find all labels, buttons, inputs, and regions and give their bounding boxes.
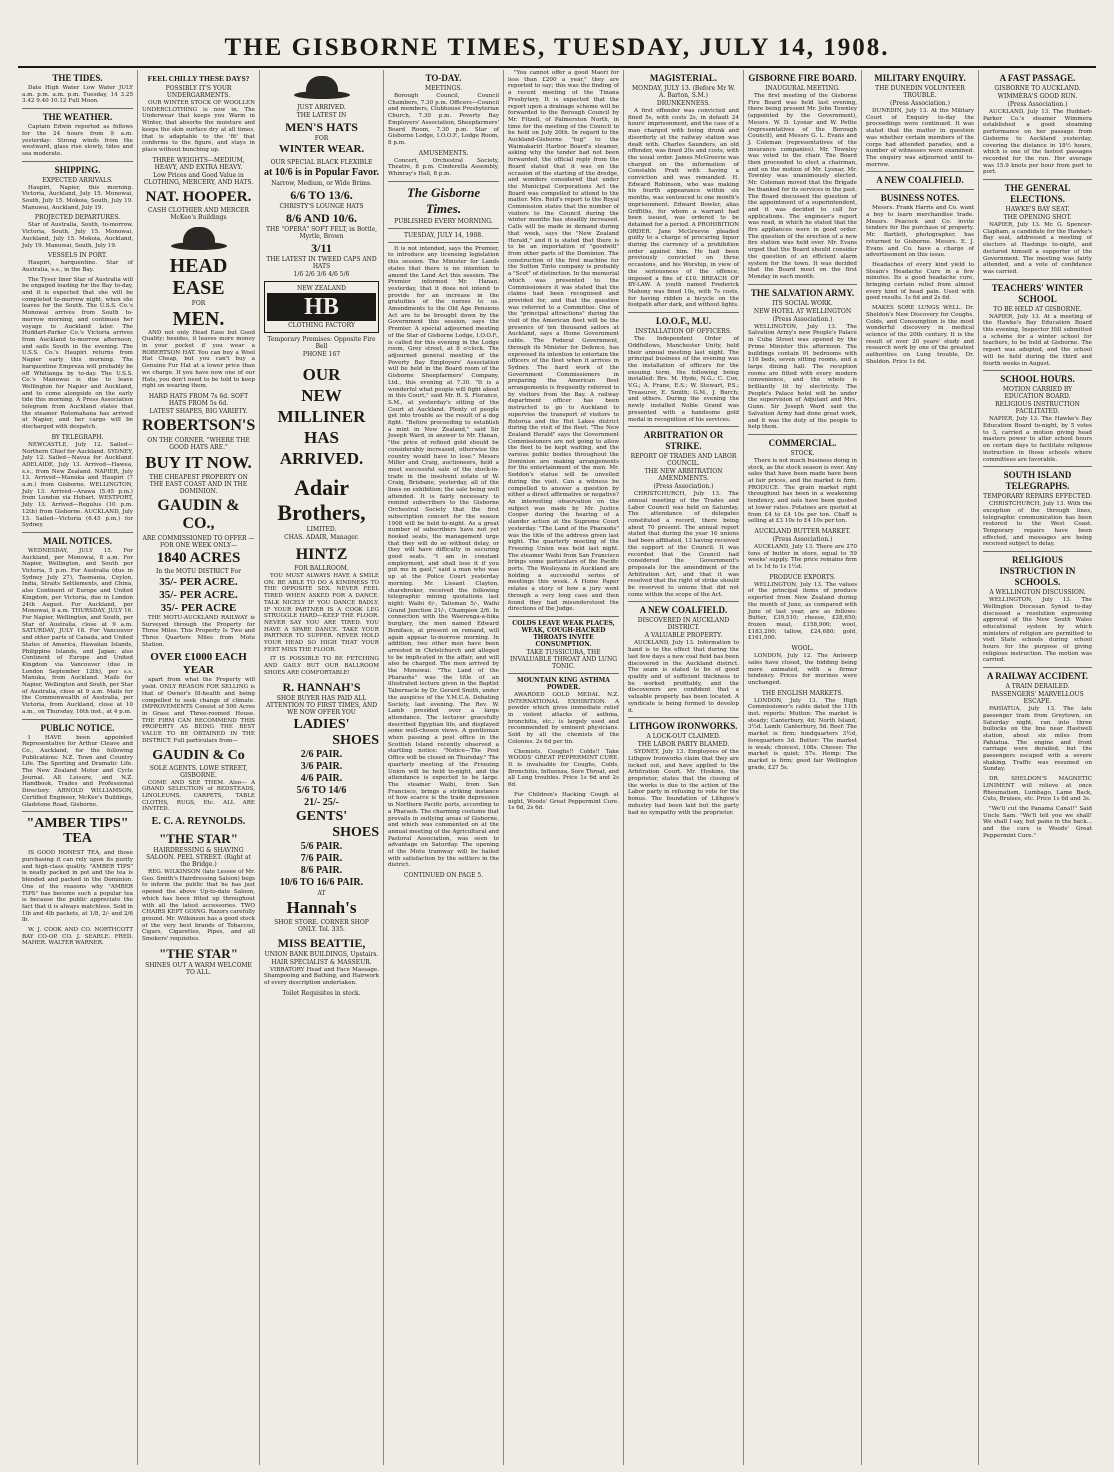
text-amber-tips: IS GOOD HONEST TEA, and those purchasing it can rely upon its purity and high-class quality. "AMBER TIPS" is neatly packed in pot and the tea is blended and packed in the Dominion. One of the reasons why "AMBER TIPS" has become such a popular tea is because the public appreciate the fact that it is always matchless. Sold in 1lb and 4lb packets, at 1/8, 2/- and 2/6 lb. xyxy=(22,850,133,924)
ad-reynolds: E. C. A. REYNOLDS. xyxy=(151,816,246,828)
text-phone: PHONE 167 xyxy=(302,351,341,358)
subheading-stock: STOCK. xyxy=(790,449,815,457)
ad-gaudin: GAUDIN & CO., xyxy=(157,496,240,532)
subheading-amendments: THE NEW ARBITRATION AMENDMENTS. xyxy=(644,468,723,483)
subheading-social-work: ITS SOCIAL WORK. xyxy=(772,299,833,307)
heading-public-notice: PUBLIC NOTICE. xyxy=(40,722,115,733)
masthead xyxy=(18,34,1096,68)
divider xyxy=(22,161,133,162)
subheading-date: MONDAY, JULY 13. (Before Mr W. A. Barton, S.M.) xyxy=(632,85,735,99)
text-wool: LONDON, July 12. The Antwerp sales have closed, the bidding being more animated, with a firmer tendency. Prices for merinos were unchanged. xyxy=(748,653,857,686)
price-tweed-caps: 1/6 2/6 3/6 4/6 5/6 xyxy=(293,271,350,278)
subheading-discovered: DISCOVERED IN AUCKLAND DISTRICT. xyxy=(637,617,730,632)
text-telegraph: NEWCASTLE, July 12. Sailed—Northern Chief for Auckland. SYDNEY, July 12. Sailed—Navua for Auckland. ADELAIDE, July 13. Arrived—Hawea, s.s., from New Zealand. NAPIER, July 13. Arrived—Manuka and Haupiri (7 a.m.) from Gisborne. WELLINGTON, July 13. Arrived—Arawa (5.45 p.m.) from London via Hobart. WESTPORT, July 13. Arrived—Regulus (10 p.m. 12th) from Gisborne. AUCKLAND, July 13. Sailed—Victoria (6.45 p.m.) for Sydney. xyxy=(22,441,133,529)
text-commercial: There is not much business doing in stock, as the stock season is over. Any sales that have been made have been at fair prices, and the market is firm. PRODUCE. The grain market right throughout has been in a weakening tendency, and oats have been quoted at lower rates. Potatoes are quoted at from £4 to £4 10s per ton. Chaff is selling at £3 10s to £4 10s per ton. xyxy=(748,457,857,525)
ad-milliner-1: OUR xyxy=(302,365,341,384)
text-ballroom: FOR BALLROOM. xyxy=(294,565,349,572)
ad-nat-hooper: NAT. HOOPER. xyxy=(145,188,252,205)
heading-new-coalfield: A NEW COALFIELD. xyxy=(639,605,728,616)
column-5 xyxy=(504,70,624,1465)
heading-arbitration: ARBITRATION OR STRIKE. xyxy=(643,430,724,452)
divider xyxy=(748,284,857,285)
subheading-wellington: A WELLINGTON DISCUSSION. xyxy=(989,589,1086,597)
text-headaches: Headaches of every kind yield to Steam's Headache Cure in a few minutes. Its a good headache cure, bringing certain relief from almost every kind of head pain. Used with good results. 1s 6d and 2s 6d. xyxy=(866,261,974,302)
text-english-markets: LONDON, July 13. The High Commissioner's cable dated the 11th inst. reports: Mutton: The market is steady; Canterbury, 4d; North Island, 3½d. Lamb: Canterbury, 5d. Beef: The market is firm; hindquarters 3½d, forequarters 3d. Butter: The market is weak; choicest, 108s. Cheese: The market is quiet; 57s. Hemp: The market is firm; good fair Wellington grade, £27 5s. xyxy=(748,697,857,771)
heading-telegraphs: SOUTH ISLAND TELEGRAPHS. xyxy=(1003,470,1072,492)
heading-general-elections: THE GENERAL ELECTIONS. xyxy=(1004,183,1071,205)
divider xyxy=(388,181,499,182)
hb-letters: HB xyxy=(267,293,376,321)
heading-salvation-army: THE SALVATION ARMY. xyxy=(750,287,855,298)
subheading-trades: REPORT OF TRADES AND LABOR COUNCIL. xyxy=(630,453,737,468)
subheading-wimmera: WIMMERA'S GOOD RUN. xyxy=(997,93,1078,100)
text-robertsons-corner: ON THE CORNER. "WHERE THE GOOD HATS ARE." xyxy=(147,436,250,451)
column-6 xyxy=(624,70,744,1465)
heading-fire-board: GISBORNE FIRE BOARD. xyxy=(748,73,857,83)
divider xyxy=(388,228,499,229)
divider xyxy=(628,601,739,602)
text-weather: Captain Edwin reported as follows for the 24 hours from 9 a.m. yesterday: Strong winds from the westward, glass rise slowly, tides and sea moderate. xyxy=(22,124,133,157)
column-9 xyxy=(979,70,1096,1465)
column-3 xyxy=(260,70,384,1465)
heading-railway-accident: A RAILWAY ACCIDENT. xyxy=(986,671,1089,682)
ad-acres: 1840 ACRES xyxy=(156,549,241,566)
text-vibratory: VIBRATORY Head and Face Massage. Shampooing and Bathing, and Hairwork of every description undertaken. xyxy=(264,966,379,986)
text-toilet-requisites: Toilet Requisites in stock. xyxy=(282,989,361,997)
heading-tides: THE TIDES. xyxy=(52,73,103,83)
price-per-acre: 35/- PER ACRE. xyxy=(159,588,238,601)
subheading-meetings: MEETINGS. xyxy=(424,85,463,92)
heading-to-day: TO-DAY. xyxy=(425,73,462,83)
divider xyxy=(628,717,739,718)
ad-the-star-2: "THE STAR" xyxy=(159,945,238,961)
divider xyxy=(866,189,974,190)
heading-magisterial: MAGISTERIAL. xyxy=(649,73,718,83)
hat-icon xyxy=(292,76,352,100)
paper-nameplate: The Gisborne Times. xyxy=(406,184,481,216)
column-8 xyxy=(862,70,979,1465)
heading-lithgow: LITHGOW IRONWORKS. xyxy=(629,721,738,732)
divider xyxy=(983,551,1092,552)
ad-ladies: LADIES' xyxy=(293,716,350,732)
text-motu-district: In the MOTU DISTRICT For xyxy=(156,567,241,575)
text-sore-lungs: MAKES SORE LUNGS WELL. Dr. Sheldon's New Discovery for Coughs, Colds, and Consumption is the most wonderful discovery in medical science of the 20th century. It is the result of over 20 years' study and research work by one of the greatest authorities on Lung trouble, Dr. Sheldon. Price 1s 6d. xyxy=(866,305,974,365)
subheading-repairs: TEMPORARY REPAIRS EFFECTED. xyxy=(983,493,1092,501)
text-local-news-cont: "You cannot offer a good Maori for less than £200 a year," they are reported to say; this was the finding of a recent meeting of the Tinana Presbytery. It is expected that the report upon a drainage scheme will be forwarded to the Borough Council by Mr. Fitzell, of Palmerston North, in time for the meeting of the Council to be held on July 20th. In regard to the Auckland-Gisborne "tug" to the Waimakariri Harbor Board's steamer, asking why the tender had not been forwarded, the official reply from the Board stated that it was on the occasion of the starting of the dredge, and wonders considered that under the Municipal Corporations Act the Board was compelled to attend to the matter. Mrs. Reid's report to the Royal Commission states that the number of visitors to the Council during the winter months has steadily increased. Calls will be made in demand during that week, says the "New Zealand Herald," and it is stated that there is to be an importation of "goodwill" from other parts of the Dominion. The construction of the first machine for the Sutton Tinto company is probably a "Scot" of distinction. In the memorial which was presented to the Commissioners it was stated that the claims had been recognised and provided for, and that the question was referred to a Committee. One of the "principal attractions" during the visit of the American fleet will be the presence of ten thousand sailors at Auckland, says a Home Government cable. The Federal Government, through its Minister for Defence, has expressed its intention to entertain the officers of the fleet when it arrives in Sydney. The hard work of the Government Commissioners in preparing the American fleet arrangements is frequently referred to by visitors from the Bay. A railway department officer has been instructed to go to Auckland to supervise the transport of visitors to Rotorua and the Hot Lakes district during the visit of the fleet. "The New Zealand Herald" says the Government Commissioners are not going to allow the fleet to be kept waiting, and the various public bodies throughout the Dominion are making arrangements for the entertainment of the men. Mr. Seddon's statue will be unveiled during the visit. Can a witness be compelled to answer a question by either a direct affirmative or negative? An interesting observation on the subject was made by Mr. Justice Cooper during the hearing of a slander action at the Supreme Court yesterday. "The Land of the Pharaohs" was the title of the address given last night. The quarterly meeting of the Freezing Union was held last night. The steamer Waihi from San Francisco brings some particulars of the Pacific ports. The Wesleyans in Auckland are holding a successful series of meetings this week. A Home Paper relates a story of how a jury went through a very long case and then found they had misunderstood the directions of the Judge. xyxy=(508,70,619,613)
heading-feel-chilly: FEEL CHILLY THESE DAYS? xyxy=(147,74,250,83)
subheading-escape: PASSENGERS' MARVELLOUS ESCAPE. xyxy=(991,691,1084,706)
column-7 xyxy=(744,70,862,1465)
ad-mountain-king: MOUNTAIN KING ASTHMA POWDER. xyxy=(517,676,610,691)
ad-head-ease-men: MEN. xyxy=(172,307,225,330)
hb-bottom: CLOTHING FACTORY xyxy=(288,322,355,329)
ad-adair: Adair xyxy=(294,475,349,500)
text-hacking-cough: For Children's Hacking Cough at night, Woods' Great Peppermint Cure. 1s 6d, 2s 6d. xyxy=(508,791,619,812)
text-magisterial: A first offender was convicted and fined 5s, with costs 2s, in default 24 hours' imprisonment, and the case of a man charged with being drunk and disorderly at the railway station was dealt with. Charles Saunders, an old offender, was fined 20s and costs, with the usual order. James McGreevie was charged on the information of Constable Pratt with having a conviction and was remanded. H. Edward Robinson, who was making his fourth appearance within six months, was sentenced to one month's imprisonment. Edward Bowler, alias Griffiths, for whom a warrant had been issued, was ordered to be detained for a period. A PROHIBITION ORDER. Jane McGreevie pleaded guilty to a charge of procuring liquor during the currency of a prohibition order against him. He had been previously convicted on three occasions, and his Worship, in view of the seriousness of the offence, imposed a fine of £10. BREACH OF BY-LAW. A youth named Frederick Mahony was fined 10s, with 7s costs, for having ridden a bicycle on the footpath after dark, and without lights. xyxy=(628,108,739,309)
subheading-hawkes-bay: HAWKE'S BAY SEAT. xyxy=(1005,206,1070,214)
text-press-association: (Press Association.) xyxy=(1007,101,1068,108)
subheading-vessels: VESSELS IN PORT. xyxy=(47,252,108,260)
text-latest-shapes: LATEST SHAPES, BIG VARIETY. xyxy=(149,407,248,415)
subheading-produce-exports: PRODUCE EXPORTS. xyxy=(769,573,836,581)
divider xyxy=(508,616,619,617)
text-sole-agents: SOLE AGENTS. LOWE STREET, GISBORNE. xyxy=(149,764,248,779)
text-issue-date: TUESDAY, JULY 14, 1908. xyxy=(403,231,483,239)
text-continued: CONTINUED ON PAGE 5. xyxy=(403,872,484,880)
subheading-valuable: A VALUABLE PROPERTY. xyxy=(644,632,723,640)
text-christys: CHRISTY'S LOUNGE HATS xyxy=(279,203,364,210)
text-winter-school: NAPIER, July 13. At a meeting of the Hawke's Bay Education Board this evening, Inspector Hill submitted a scheme for a winter school for teachers, to be held at Gisborne. The report was adopted, and the school will be held during the third and fourth weeks in August. xyxy=(983,313,1092,367)
price-per-acre: 35/- PER ACRE. xyxy=(159,575,238,588)
price-flexible: at 10/6 is in Popular Favor. xyxy=(264,167,380,178)
subheading-derailed: A TRAIN DERAILED. xyxy=(1005,683,1070,691)
price-opera: 3/11 xyxy=(311,241,332,255)
subheading-installation: INSTALLATION OF OFFICERS. xyxy=(635,328,732,336)
subheading-gisborne-auckland: GISBORNE TO AUCKLAND. xyxy=(994,85,1081,92)
text-coalfield: AUCKLAND, July 13. Information to hand is to the effect that during the last few days a new coal field has been discovered in the Auckland district. The seam is stated to be of good quality and of sufficient thickness to be worked profitably, and the discoverers are confident that a valuable property has been located. A syndicate is being formed to develop it. xyxy=(628,640,739,714)
text-tides: Date High Water Low Water JULY a.m. p.m. a.m. p.m. Tuesday, 14 3.25 3.42 9.40 10.12 Full Moon. xyxy=(22,85,133,105)
ad-mens-hats: MEN'S HATS xyxy=(285,120,358,134)
text-manager: CHAS. ADAIR, Manager. xyxy=(284,534,359,541)
price-ladies: 2/6 PAIR. xyxy=(300,748,343,760)
price-ladies: 3/6 PAIR. xyxy=(300,760,343,772)
divider xyxy=(983,370,1092,371)
ad-gents: GENTS' xyxy=(295,808,348,824)
subheading-motion: MOTION CARRIED BY EDUCATION BOARD. xyxy=(1002,386,1073,401)
text-limited: LIMITED. xyxy=(306,526,337,533)
column-2 xyxy=(138,70,260,1465)
text-wilkinson: REG. WILKINSON (late Lessee of Mr. Geo. Smith's Hairdressing Saloon) begs to inform the public that he has just opened the above Up-to-date Saloon, which has been fitted up throughout with all the latest accessories. TWO CHAIRS KEPT GOING. Razors carefully ground. Mr. Wilkinson has a good stock of the very best brands of Tobaccos, Cigars, Cigarettes, Pipes, and all Smokers' requisites. xyxy=(142,869,255,943)
text-local-news: It is not intended, says the Premier, to introduce any licensing legislation this session. The Minister for Lands states that there is no intention to amend the Land Act this session. The Premier informed Mr. Hanan, yesterday, that it does not intend to provide for an increase in the gratuities of the nurses to us. Amendments to the Old Age Pensions Act are to be brought down by the Government this session, says the Premier. A special adjourned meeting of the Star of Gisborne Lodge, I.O.O.F., is called for this evening in the Lodge room, Grey street, at 8 o'clock. The adjourned general meeting of the Poverty Bay Employers' Association will be held in the Board room of the Gisborne Sheepfarmers' Company, Ltd., this evening at 7.30. "It is a wonderful what people will fight about in this Court," said Mr. R. S. Florance, S.M., at yesterday's sitting of the Court at Auckland. Plenty of people get into trouble as the result of a dog fight. "Before proceeding to establish a mint in New Zealand," said Sir Joseph Ward, in answer to Mr. Hanan, "the price of refined gold should be considerably increased, otherwise the country would have to lose." Messrs Miller and Craig, auctioneers, held a most successful sale of the stock-in-trade in the insolvent estate of W. Craig, Brisbane, yesterday, all of the lines on exhibition; the sale being well attended. It is fairly necessary to remind subscribers to the Gisborne Orchestral Society that the first subscription concert for the season 1908 will be held to-night. As a great number of subscribers have not yet booked seats, the management urge that they will do so without delay, or they will have difficulty in securing good seats. "I am in constant employment, and shall lose it if you put me in gaol," said a man who was up at the Police Court yesterday morning. Mr. Lissant Clayton, sharebroker, received the following telegraphic mining quotations last night: Waihi 6/-, Talisman 5/-, Waihi Grand Junction 21/-, Champion 2/6. In connection with the Waerenga-a-hika burglary, the men named Edward Boniface, at present on remand, will again appear to-morrow morning. In addition, two other men have been arrested in Christchurch and alleged to be implicated in the affair, and will also be charged. The men arrived by the Monowai. "The Land of the Pharaohs" was the title of an illustrated lecture given in the Baptist Tabernacle by Dr. Gerard Smith, under the auspices of the Y.M.C.A. Debating Society, last evening. The Rev. W. Lamb presided over a large attendance. The lecturer gracefully described Egyptian life, and displayed some well-chosen views. A gentleman when passing a post office in the Scottish Island recently observed a startling notice: "Notice—The Post Office will be closed on Thursday." The quarterly meeting of the Freezing Union will be held to-night, and the attendance is expected to be large. The steamer Waihi, from San Francisco, brings a striking instance of how scarce is the trade depression in Northern Pacific ports, according to a Pharaoh. The charming costume that prevails in outlying areas of Gisborne, and which was commented on at the annual meeting of the Agricultural and Pastoral Association, was seen to advantage on Saturday. The opening of the Motu tramway will be hailed with satisfaction by the settlers in the district. xyxy=(388,245,499,869)
divider xyxy=(628,312,739,313)
divider xyxy=(983,179,1092,180)
ad-brothers: Brothers, xyxy=(277,500,366,525)
text-butter: AUCKLAND, July 13. There are 270 tons of butter in store, equal to 59 weeks' supply. The price remains firm at 1s 1d to 1s 1½d. xyxy=(748,543,857,571)
text-panama: "We'll cut the Panama Canal!" Said Uncle Sam. "We'll tell you we shall! We shall I say, but pains in the back... and the cure is Woods' Great Peppermint Cure." xyxy=(983,806,1092,839)
text-school-hours: NAPIER, July 13. The Hawke's Bay Education Board to-night, by 5 votes to 3, carried a motion giving head masters power to alter school hours on certain days to facilitate religious instruction in those schools where committees are favorable. xyxy=(983,416,1092,463)
subheading-opening-shot: THE OPENING SHOT. xyxy=(1003,214,1072,222)
ad-head-ease-for: FOR xyxy=(191,299,206,307)
hb-logo xyxy=(264,281,379,333)
text-meetings: Borough Council, Council Chambers, 7.30 p.m. Officers—Council and members, Clubhouse Presbyterian Church, 7.30 p.m. Poverty Bay Employers' Association, Sheepfarmers' Board Room, 7.30 p.m. Star of Gisborne Lodge, I.O.O.F., Lodge Room, 8 p.m. xyxy=(388,93,499,146)
text-elections: NAPIER, July 13. Mr. G. Spencer-Clapham, a candidate for the Hawke's Bay seat, addressed a meeting of electors at Hastings to-night, and declared himself a supporter of the Government. The meeting was fairly attended, and a vote of confidence was carried. xyxy=(983,222,1092,275)
text-weights: THREE WEIGHTS—MEDIUM, HEAVY, AND EXTRA HEAVY. xyxy=(152,156,245,171)
divider xyxy=(866,171,974,172)
divider xyxy=(983,279,1092,280)
divider xyxy=(22,532,133,533)
newspaper-title: THE GISBORNE TIMES, TUESDAY, JULY 14, 1908. xyxy=(224,34,890,61)
price-gents: 7/6 PAIR. xyxy=(300,852,343,864)
ad-milliner-4: HAS xyxy=(304,428,339,447)
text-fire-board: The first meeting of the Gisborne Fire Board was held last evening, there being present Mr. John Townley (appointed by the Government), Messrs. W. D. Lysnar and W. Pettie (representatives of the Borough Council), and Messrs G. L. Evans and J. Coleman (representatives of the insurance companies). Mr. Townley was voted to the chair. The Board then proceeded to elect a chairman, and on the motion of Mr. Lysnar, Mr. Townley was unanimously elected. Mr. Coleman moved that the Brigade be thanked for its services in the past. The Board discussed the question of the appointment of a superintendent, and it was decided to call for applications. The engineer's report was read, in which he stated that the fire appliances were in good order. The question of the erection of a new fire station was held over. Mr. Evans urged that the Board should consider the question of an efficient alarm system for the town. It was decided that the Board meet on the first Monday in each month. xyxy=(748,93,857,280)
text-low-prices: Low Prices and Good Value in CLOTHING, MERCERY, AND HATS. xyxy=(143,171,254,186)
text-tweed-caps: THE LATEST IN TWEED CAPS AND HATS xyxy=(266,256,377,270)
text-temporary-premises: Temporary Premises: Opposite Fire Bell xyxy=(267,336,376,350)
text-head-ease: AND not only Head Ease but Good Quality; besides, it leaves more money in your pocket if you wear a ROBERTSON HAT. You can buy a Wool Hat Cheap, but you can't buy a Genuine Fur Hat at a lower price than we charge. If you have now one of our Hats, you don't need to be told to keep right on wearing them. xyxy=(142,329,255,390)
heading-coalfield: A NEW COALFIELD. xyxy=(876,175,964,186)
text-arrivals: Haupiri, Napier, this morning. Victoria, Auckland, July 15. Monowai, South, July 15. Mokoia, South, July 19. Manuwai, Auckland, July 19. xyxy=(22,184,133,211)
subheading-new-hotel: NEW HOTEL AT WELLINGTON xyxy=(753,307,852,315)
text-lithgow: SYDNEY, July 13. Employees of the Lithgow Ironworks claim that they are locked out, and have applied to the Arbitration Court. Mr. Hoskins, the proprietor, states that the closing of the works is due to the action of the Labor party in refusing to vote for the bonus. The foundation of Lithgow's industry had been laid but the party had no sympathy with the proprietor. xyxy=(628,749,739,816)
text-amber-tips-agents: W. J. COOK AND CO. NORTHCOTT BAY CO-OP. CO. J. SEARLE. FRED. MAHER. WALTER WARNER. xyxy=(22,927,133,947)
text-woods-cure: Chemists, Coughs!! Colds!! Take WOODS' GREAT PEPPERMINT CURE. It is invaluable for Coughs, Colds, Bronchitis, Influenza, Sore Throat, and all Lung troubles. Price 1s 6d and 2s 6d. xyxy=(508,748,619,789)
text-warm-welcome: SHINES OUT A WARM WELCOME TO ALL. xyxy=(145,961,252,976)
divider xyxy=(628,426,739,427)
heading-winter-school: TEACHERS' WINTER SCHOOL xyxy=(991,282,1084,304)
text-fast-passage: AUCKLAND, July 13. The Huddart-Parker Co.'s steamer Wimmera established a good steaming performance on her passage from Gisborne to Auckland yesterday, covering the distance in 18½ hours, which is one of the fastest passages recorded for the run. Her average was 15.9 knots per hour from port to port. xyxy=(983,109,1092,176)
text-commissioned: ARE COMMISSIONED TO OFFER —FOR ONE WEEK ONLY— xyxy=(142,534,255,549)
heading-ioof: I.O.O.F., M.U. xyxy=(655,316,712,327)
heading-military-enquiry: MILITARY ENQUIRY. xyxy=(874,73,966,83)
text-for: FOR xyxy=(314,135,329,142)
text-mail-notices: WEDNESDAY, JULY 15. For Auckland, per Monowai, 8 a.m. For Napier, Wellington, and South per Victoria, 5 p.m. For Australia (due in Sydney July 27), Tasmania, Ceylon, India, Straits Settlements, and China, also Continent of Europe and United Kingdom, per Victoria, due in London 24th August. For Auckland, per Monowai, 8 a.m. THURSDAY, JULY 16. For Napier, Wellington, and South, per Star of Australia, close at 9 a.m. SATURDAY, JULY 18. For Vancouver and other parts of Canada, and United States of America, Hawaiian Islands, Philippine Islands, and Japan; also Continent of Europe and United Kingdom via Vancouver (due in London September 12th), per s.s. Manuka, from Auckland. Mails for Napier, Wellington and South, per Star of Australia, close at 9 a.m. Mails for the Commonwealth of Australia, per Victoria, from Auckland, close at 10 a.m., on Thursday, 16th inst., at 4 p.m. xyxy=(22,547,133,715)
divider xyxy=(388,242,499,243)
heading-weather: THE WEATHER. xyxy=(42,112,113,123)
subheading-arrivals: EXPECTED ARRIVALS. xyxy=(42,176,113,184)
text-underwear: OUR WINTER STOCK OF WOOLLEN UNDERCLOTHING is now in. The Underwear that keeps you Warm in Winter, that absorbs the moisture and keeps the skin surface dry at all times, that is adaptable to the 'fit' that conforms to the figure, and stays in place without bunching up. xyxy=(142,100,255,153)
text-mountain-king: AWARDED GOLD MEDAL N.Z. INTERNATIONAL EXHIBITION. A powder which gives immediate relief in violent attacks of asthma, bronchitis, etc.; is largely used and recommended by eminent physicians. Sold by all the chemists of the Colonies. 2s 6d per tin. xyxy=(508,691,619,745)
text-brims: Narrow, Medium, or Wide Brims. xyxy=(271,180,372,187)
ad-shoes: SHOES xyxy=(332,824,379,840)
text-ioof: The Independent Order of Oddfellows, Manchester Unity, held their annual meeting last night. The principal business of the evening was the installation of officers for the ensuing term, the following being installed: Brs. M. Hyde, N.G.; C. Cox, V.G.; A. Frane, E.S.; W. Stewart, P.S.; Treasurer, E. Smith; G.M., J. Burch; and others. During the evening the newly installed Noble Grand was presented with a handsome gold medal in recognition of his services. xyxy=(628,336,739,423)
divider xyxy=(748,434,857,435)
text-amusements: Concert, Orchestral Society, Theatre, 8 p.m. Cinderella Assembly, Whinray's Hall, 8 p.m. xyxy=(388,157,499,178)
text-bedsteads: COME AND SEE THEM. Also— A GRAND SELECTION of BEDSTEADS, LINOLEUMS, CARPETS, TABLE CLOTHS, RUGS, Etc. ALL ARE INVITED. xyxy=(142,779,255,813)
price-ladies: 5/6 TO 14/6 xyxy=(296,784,347,796)
heading-commercial: COMMERCIAL. xyxy=(768,437,837,448)
ad-colds: COLDS LEAVE WEAK PLACES, WEAK, COUGH-HACKED THROATS INVITE CONSUMPTION. xyxy=(512,619,615,648)
text-military-enquiry: DUNEDIN, July 13. At the Military Court of Enquiry to-day the proceedings were continued. It was stated that the matter in question was whether certain members of the corps had attended parades, and a number of witnesses were examined. The enquiry was adjourned until to-morrow. xyxy=(866,108,974,168)
heading-shipping: SHIPPING. xyxy=(54,164,101,175)
price-brims: 6/6 TO 13/6. xyxy=(290,188,353,202)
text-shipping-news: The Tyser liner Star of Australia will be engaged loading for the Bay to-day, and it is expected that she will be completed to-morrow night, when she leaves for the South. The U.S.S. Co.'s Monowai arrives from South to-morrow morning, and continues her voyage to Auckland later. The Huddart-Parker Co.'s Victoria arrives from Auckland to-morrow afternoon, and sails South in the evening. The U.S.S. Co.'s Haupiri returns from Napier early this morning. The barquentine Empreza will probably be off Whitianga by to-day. The U.S.S. Co.'s Manuwai is due to leave Wellington for Napier and Auckland, and to come alongside on the early tide this morning. A Press Association telegram from Auckland states that the steamer Rotomahana has arrived at Napier, and her cargo will be discharged with despatch. xyxy=(22,276,133,431)
text-railway-accident: PAHIATUA, July 13. The late passenger train from Greytown, on Saturday night, ran into three bullocks on the line near Hastwell station, about six miles from Pahiatua. The engine and front carriage were derailed, but the passengers escaped with a severe shaking. Traffic was resumed on Sunday. xyxy=(983,706,1092,773)
text-at: AT xyxy=(317,889,326,897)
subheading-religious: RELIGIOUS INSTRUCTION FACILITATED. xyxy=(995,401,1080,416)
ad-hintz: HINTZ xyxy=(295,546,348,563)
divider xyxy=(22,811,133,812)
column-4 xyxy=(384,70,504,1465)
text-press-association: (Press Association.) xyxy=(772,315,833,323)
heading-school-hours: SCHOOL HOURS. xyxy=(1000,374,1075,385)
price-gents: 5/6 PAIR. xyxy=(300,840,343,852)
text-hair-specialist: HAIR SPECIALIST & MASSEUR. xyxy=(271,958,372,966)
price-gents: 8/6 PAIR. xyxy=(300,864,343,876)
ad-r-hannahs: R. HANNAH'S xyxy=(282,679,361,694)
text-latest-in: THE LATEST IN xyxy=(296,112,347,119)
ad-miss-beattie: MISS BEATTIE, xyxy=(277,935,366,950)
divider xyxy=(983,466,1092,467)
divider xyxy=(22,108,133,109)
divider xyxy=(508,673,619,674)
subheading-butter-market: AUCKLAND BUTTER MARKET. xyxy=(754,527,851,535)
text-selling-reason: apart from what the Property will yield. ONLY REASON FOR SELLING is that of Owner's Ill-health and being compelled to seek change of climate. IMPROVEMENTS Consist of 500 Acres in Grass and Three-roomed House. THE FIRM CAN RECOMMEND THIS PROPERTY AS BEING THE BEST VALUE TO BE OBTAINED IN THE DISTRICT. Full particulars from— xyxy=(142,677,255,744)
ad-head-ease: HEAD EASE xyxy=(169,254,228,299)
text-public-notice: I HAVE been appointed Representative for Arthur Cleave and Co., Auckland, for the following Publications: N.Z. Town and Country Life. The Sporting and Dramatic Life. The New Zealand Motor and Cycle Journal. All Leisure, and N.Z. Handbook, Trades and Professional Directory. ARNOLD WILLIAMSON, Certified Engineer, McKee's Buildings, Gladstone Road, Gisborne. xyxy=(22,734,133,808)
text-hat-prices: HARD HATS FROM 7s 6d. SOFT HATS FROM 5s 6d. xyxy=(148,392,249,407)
price-ladies: 21/- 25/- xyxy=(304,796,339,808)
text-ballroom-rules: YOU MUST ALWAYS HAVE A SMILE ON. BE ABLE TO DO A KINDNESS TO THE OPPOSITE SEX. NEVER FEEL TIRED WHEN ASKED FOR A DANCE. TALK NICELY IF YOU DANCE BADLY. IF YOUR PARTNER IS A COOK LEG STRUGGLE HARD—KEEP THE FLOOR. NEVER SAY YOU ARE TIRED. YOU HAVE A SPARE DANCE. TAKE YOUR PARTNER TO SUPPER. NEVER HOLD YOUR HEAD SO HIGH THAT YOUR FEET MISS THE FLOOR. xyxy=(264,573,379,653)
heading-religious-instruction: RELIGIOUS INSTRUCTION IN SCHOOLS. xyxy=(999,555,1076,588)
heading-mail-notices: MAIL NOTICES. xyxy=(42,535,113,546)
subheading-english-markets: THE ENGLISH MARKETS. xyxy=(761,689,844,697)
ad-amber-tips-title: "AMBER TIPS" TEA xyxy=(26,816,129,847)
column-1 xyxy=(18,70,138,1465)
text-cheapest-property: THE CHEAPEST PROPERTY ON THE EAST COAST AND IN THE DOMINION. xyxy=(149,473,248,495)
text-shoe-buyer: SHOE BUYER HAS PAID ALL ATTENTION TO FIRST TIMES, AND WE NOW OFFER YOU xyxy=(265,694,378,716)
ad-milliner-2: NEW xyxy=(301,386,342,405)
subheading-telegraph: BY TELEGRAPH. xyxy=(51,433,104,441)
text-departures: Star of Australia, South, to-morrow. Victoria, South, July 15. Monowai, Auckland, July 15. Mokoia, Auckland, July 19. Manuwai, South, July 19. xyxy=(22,222,133,249)
text-ballroom-shoes: IT IS POSSIBLE TO BE FETCHING AND GAILY BUT OUR BALLROOM SHOES ARE COMFORTABLE! xyxy=(264,656,379,676)
columns xyxy=(18,70,1096,1465)
text-union-bank: UNION BANK BUILDINGS, Upstairs. xyxy=(264,950,379,958)
subheading-held-gisborne: TO BE HELD AT GISBORNE. xyxy=(993,305,1082,313)
heading-fast-passage: A FAST PASSAGE. xyxy=(999,73,1076,83)
text-salvation-army: WELLINGTON, July 13. The Salvation Army's new People's Palace in Cuba Street was opened by the Prime Minister this afternoon. The buildings contain 91 bedrooms with 116 beds, seven sitting rooms, and a large dining hall. The reception rooms are fitted with every modern convenience, and the whole is brilliantly lit by electricity. The People's Palace hotel will be under the supervision of Adjutant and Mrs. Gunn. Sir Joseph Ward said the Salvation Army had done great work, and it was the duty of the people to help them. xyxy=(748,323,857,431)
ad-over-1000: OVER £1000 EACH YEAR xyxy=(150,651,247,677)
subheading-volunteer: THE DUNEDIN VOLUNTEER TROUBLE. xyxy=(875,85,965,99)
price-christys: 8/6 AND 10/6. xyxy=(285,211,357,225)
text-special-black: OUR SPECIAL BLACK FLEXIBLE xyxy=(270,159,373,166)
subheading-labor-party: THE LABOR PARTY BLAMED. xyxy=(637,741,730,749)
subheading-departures: PROJECTED DEPARTURES. xyxy=(34,214,121,222)
subheading-undergarments: POSSIBLY IT'S YOUR UNDERGARMENTS. xyxy=(165,85,232,99)
text-press-association: (Press Association.) xyxy=(653,483,714,491)
ad-winter-wear: WINTER WEAR. xyxy=(278,143,365,155)
subheading-wool: WOOL. xyxy=(791,645,814,653)
ad-milliner-3: MILLINER xyxy=(277,407,366,426)
subheading-lockout: A LOCK-OUT CLAIMED. xyxy=(646,733,721,741)
heading-business-notes: BUSINESS NOTES. xyxy=(880,193,960,204)
text-opera: THE "OPERA" SOFT FELT, in Bottle, Myrtle, Brown xyxy=(265,226,378,240)
ad-shoes: SHOES xyxy=(332,732,379,748)
price-per-acre: 35/- PER ACRE xyxy=(160,601,237,614)
subheading-inaugural: INAUGURAL MEETING. xyxy=(765,85,840,92)
text-produce-exports: WELLINGTON, July 13. The values of the principal items of produce exported from New Zealand during the month of June, as compared with June of last year, are as follows: Butter, £39,510; cheese, £28,650; frozen meat, £158,900; wool, £183,200; tallow, £24,680; gold, £161,500. xyxy=(748,581,857,642)
text-business-notes: Messrs. Frank Harris and Co. want a boy to learn merchandise trade. Messrs. Peacock and Co. invite tenders for the purchase of property. Mr. Bartlett, photographer, has returned to Gisborne. Messrs. E. J. Evans and Co. have a charge of advertisement on this issue. xyxy=(866,205,974,259)
subheading-amusements: AMUSEMENTS. xyxy=(418,149,469,157)
text-arbitration: CHRISTCHURCH, July 13. The annual meeting of the Trades and Labor Council was held on Saturday. The attendance of delegates constituted a record, there being about 70 present. The annual report stated that during the year 16 unions had been affiliated, 13 having received the support of the Council. It was recorded that the Council had considered the Government's proposals for the amendment of the Arbitration Act, and that it was resolved that the right of strike should be reserved to unions that did not come within the scope of the Act. xyxy=(628,491,739,598)
ad-the-star: "THE STAR" xyxy=(159,831,238,847)
ad-buy-it-now: BUY IT NOW. xyxy=(145,452,252,472)
text-published: PUBLISHED EVERY MORNING. xyxy=(394,217,493,225)
hat-icon xyxy=(169,227,229,251)
text-religious-instruction: WELLINGTON, July 13. The Wellington Diocesan Synod to-day discussed a resolution expressing approval of the New South Wales educational system by which ministers of religion are permitted to visit State schools during school hours for the purpose of giving religious instruction. The motion was carried. xyxy=(983,597,1092,664)
text-press-association: (Press Association.) xyxy=(772,535,833,543)
text-just-arrived: JUST ARRIVED. xyxy=(297,104,346,111)
text-telegraphs: CHRISTCHURCH, July 13. With the exception of the through lines, telegraphic communication has been restored to the West Coast. Temporary repairs have been effected, and messages are being received subject to delay. xyxy=(983,501,1092,548)
ad-hannahs: Hannah's xyxy=(286,897,357,917)
text-shoe-store: SHOE STORE. CORNER SHOP ONLY. Tel. 335. xyxy=(274,918,369,933)
text-liniment: DR. SHELDON'S MAGNETIC LINIMENT will relieve at once Rheumatism, Lumbago, Lame Back, Cuts, Bruises, etc. Price 1s 6d and 3s. xyxy=(983,776,1092,803)
price-ladies: 4/6 PAIR. xyxy=(300,772,343,784)
ad-robertsons: ROBERTSON'S xyxy=(142,416,256,434)
text-vessels: Haupiri, barquentine. Star of Australia, s.s., in the Bay. xyxy=(22,260,133,273)
ad-gaudin-2: GAUDIN & Co xyxy=(152,747,245,763)
price-gents: 10/6 TO 16/6 PAIR. xyxy=(279,876,364,888)
text-saloon: HAIRDRESSING & SHAVING SALOON. PEEL STREET. (Right at the Bridge.) xyxy=(146,847,251,869)
divider xyxy=(22,719,133,720)
subheading-drunkenness: DRUNKENNESS. xyxy=(656,100,711,107)
ad-milliner-5: ARRIVED. xyxy=(279,449,364,468)
text-tussicura: TAKE TUSSICURA, THE INVALUABLE THROAT AND LUNG TONIC. xyxy=(509,648,618,670)
hb-top: NEW ZEALAND xyxy=(297,285,346,292)
text-press-association: (Press Association.) xyxy=(890,100,950,107)
divider xyxy=(983,667,1092,668)
text-hooper-address: CASH CLOTHIER AND MERCER McKee's Buildings xyxy=(148,206,249,221)
text-railway: THE MOTU-AUCKLAND RAILWAY is Surveyed through the Property for Three Miles. This Property Is Two and Three Quarters Miles from Motu Station. xyxy=(142,614,255,648)
